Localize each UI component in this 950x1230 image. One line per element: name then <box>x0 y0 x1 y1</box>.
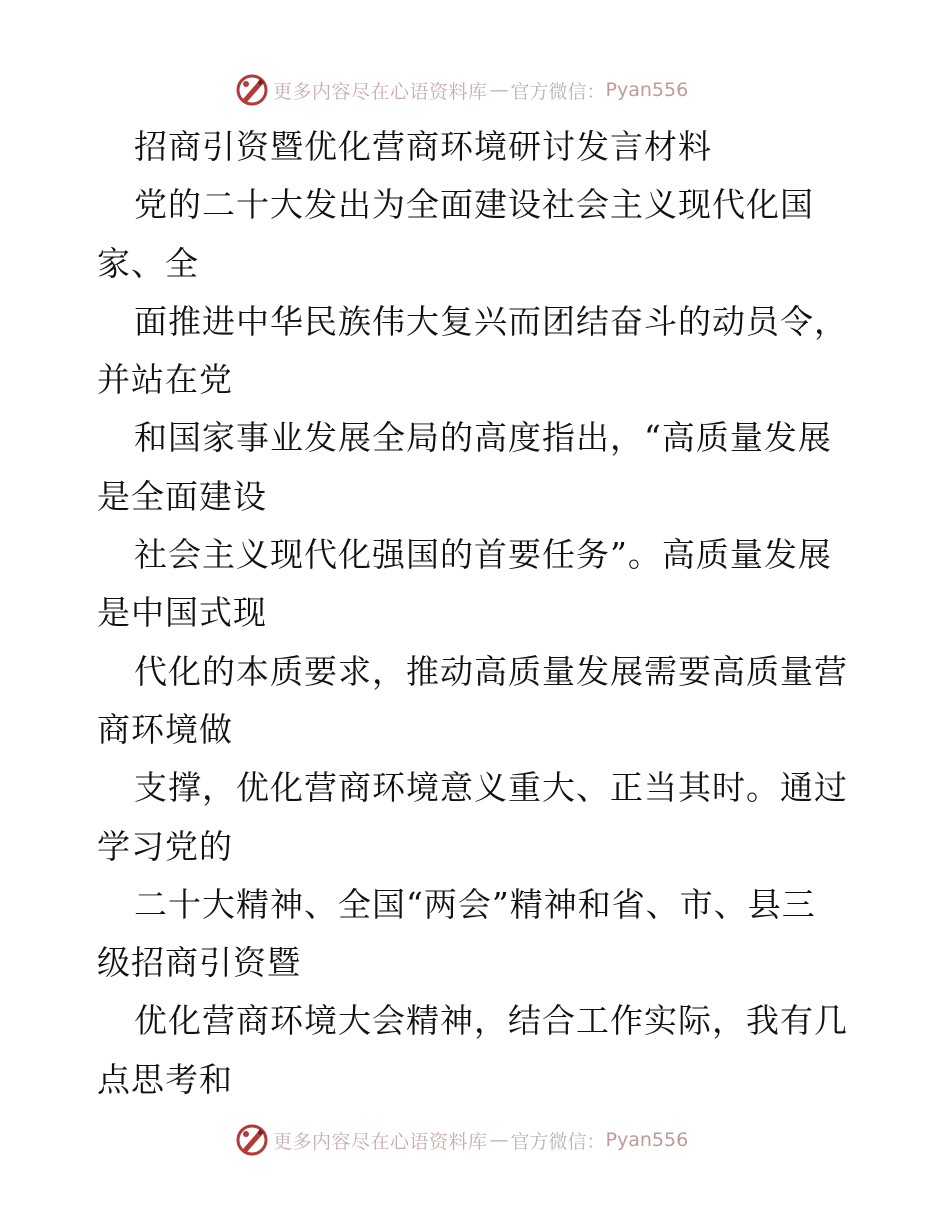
watermark-id: Pyan556 <box>605 79 689 101</box>
text-line: 和国家事业发展全局的高度指出，“高质量发展 <box>134 418 832 458</box>
text-line: 并站在党 <box>97 360 233 400</box>
text-line: 党的二十大发出为全面建设社会主义现代化国 <box>134 185 814 225</box>
text-line: 是中国式现 <box>97 593 267 633</box>
text-line: 支撑，优化营商环境意义重大、正当其时。通过 <box>134 768 848 808</box>
text-line: 二十大精神、全国“两会”精神和省、市、县三 <box>134 884 816 924</box>
text-line: 是全面建设 <box>97 476 267 516</box>
text-line: 点思考和 <box>97 1059 233 1099</box>
text-line: 级招商引资暨 <box>97 943 301 983</box>
text-line: 面推进中华民族伟大复兴而团结奋斗的动员令， <box>134 301 848 341</box>
watermark-id: Pyan556 <box>605 1129 689 1151</box>
watermark-label: 官方微信： <box>510 80 606 103</box>
pen-logo-icon <box>235 73 269 107</box>
watermark-separator: — <box>489 1129 509 1151</box>
watermark-separator: — <box>489 79 509 101</box>
text-line: 商环境做 <box>97 709 233 749</box>
header-watermark <box>235 73 688 107</box>
pen-logo-icon <box>235 1123 269 1157</box>
watermark-text: 更多内容尽在心语资料库 <box>273 1130 488 1153</box>
text-line: 优化营商环境大会精神，结合工作实际，我有几 <box>134 1001 848 1041</box>
footer-watermark <box>235 1123 688 1157</box>
document-body <box>97 118 857 1109</box>
text-line: 家、全 <box>97 243 199 283</box>
text-line: 社会主义现代化强国的首要任务”。高质量发展 <box>134 535 832 575</box>
document-title: 招商引资暨优化营商环境研讨发言材料 <box>134 127 712 166</box>
text-line: 代化的本质要求，推动高质量发展需要高质量营 <box>134 651 848 691</box>
watermark-text: 更多内容尽在心语资料库 <box>273 80 488 103</box>
watermark-label: 官方微信： <box>510 1130 606 1153</box>
text-line: 学习党的 <box>97 826 233 866</box>
